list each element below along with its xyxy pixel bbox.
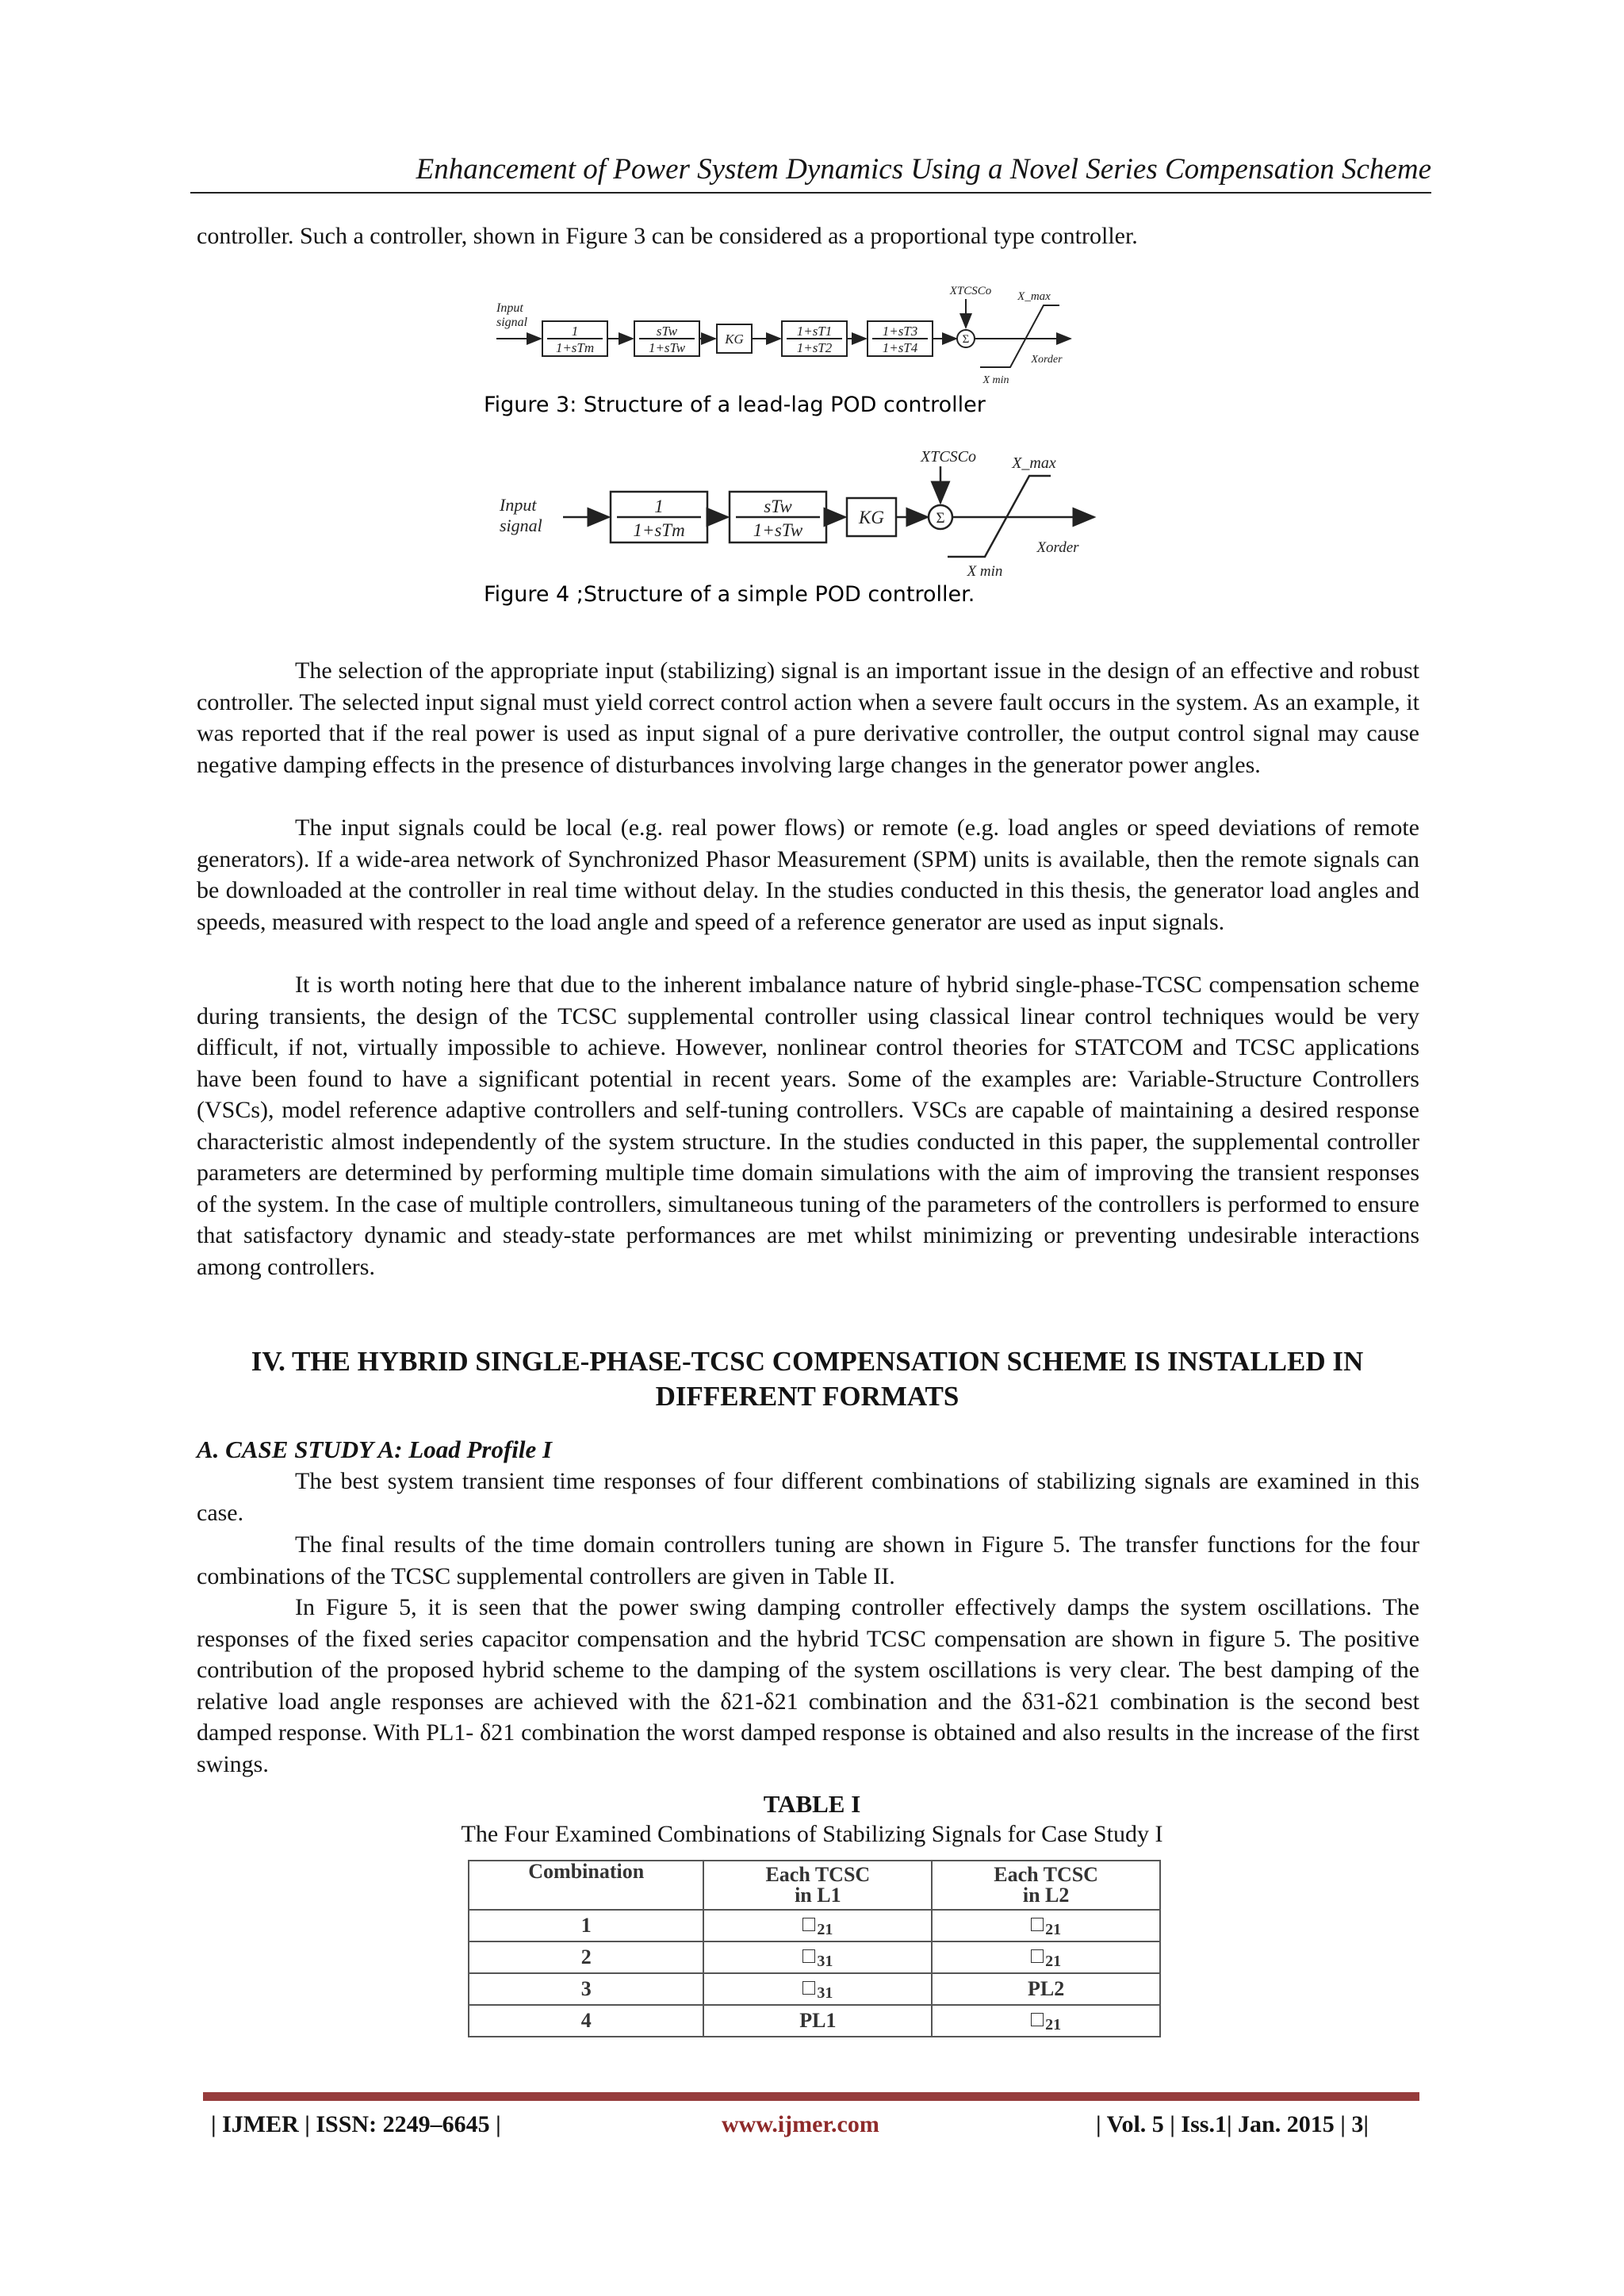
header-divider <box>190 192 1431 194</box>
fig4-sum-icon: Σ <box>936 510 945 527</box>
fig3-block3-num: 1+sT1 <box>796 324 833 339</box>
table-cell: 1 <box>469 1910 703 1941</box>
section-heading-line-2: DIFFERENT FORMATS <box>655 1381 959 1412</box>
table-cell: 21 <box>932 1910 1160 1941</box>
table-row <box>469 1973 1160 2005</box>
fig3-block1-den: 1+sTm <box>555 340 595 355</box>
table-caption: The Four Examined Combinations of Stabilizing Signals for Case Study I <box>461 1821 1163 1847</box>
fig4-xmax: X_max <box>1012 454 1056 472</box>
section-heading <box>181 1344 1434 1414</box>
fig4-input-label-1: Input <box>500 495 537 515</box>
section-heading-line-1: IV. THE HYBRID SINGLE-PHASE-TCSC COMPENSATION SCHEME IS INSTALLED IN <box>251 1346 1364 1377</box>
fig3-xmin: X min <box>982 374 1009 386</box>
figure-4-caption: Figure 4 ;Structure of a simple POD controller. <box>484 582 975 607</box>
fig3-block1-num: 1 <box>571 324 579 339</box>
fig3-block2-num: sTw <box>656 324 678 339</box>
fig4-input-label-2: signal <box>500 516 542 535</box>
intro-line: controller. Such a controller, shown in Figure 3 can be considered as a proportional type controller. <box>197 223 1138 249</box>
header-tcsc-l1-line2: in L1 <box>795 1884 841 1907</box>
header-tcsc-l2-line1: Each TCSC <box>994 1863 1098 1886</box>
table-cell: 31 <box>703 1941 932 1973</box>
missing-glyph-icon <box>1031 1918 1044 1931</box>
missing-glyph-icon <box>1031 2013 1044 2026</box>
fig3-block3-den: 1+sT2 <box>796 340 833 355</box>
footer-volume-page: | Vol. 5 | Iss.1| Jan. 2015 | 3| <box>1096 2111 1369 2137</box>
table-cell: 21 <box>703 1910 932 1941</box>
running-header: Enhancement of Power System Dynamics Using a Novel Series Compensation Scheme <box>416 153 1431 186</box>
header-combination: Combination <box>469 1861 703 1910</box>
header-tcsc-l1-line1: Each TCSC <box>765 1863 871 1886</box>
figure-3-caption: Figure 3: Structure of a lead-lag POD controller <box>484 393 986 417</box>
paragraph-input-signal-selection: The selection of the appropriate input (stabilizing) signal is an important issue in the design of an effective and robust controller. The selected input signal must yield correct control action when a severe fault occurs in the system. As an example, it was reported that if the real power is used as input signal of a pure derivative controller, the output control signal may cause negative damping effects in the presence of disturbances involving large changes in the generator power angles. <box>197 657 1419 778</box>
table-row <box>469 2005 1160 2037</box>
missing-glyph-icon <box>802 1918 815 1931</box>
fig3-block2-den: 1+sTw <box>648 340 686 355</box>
table-row <box>469 1910 1160 1941</box>
missing-glyph-icon <box>802 1949 815 1963</box>
table-cell: 4 <box>469 2005 703 2037</box>
table-title: TABLE I <box>763 1790 861 1818</box>
fig3-gain: KG <box>725 332 744 347</box>
combinations-table <box>468 1860 1161 2037</box>
paragraph-case-intro: The best system transient time responses of four different combinations of stabilizing signals are examined in this case. <box>197 1468 1419 1526</box>
fig4-xtcsco: XTCSCo <box>920 448 977 466</box>
footer-website-link[interactable]: www.ijmer.com <box>722 2111 879 2137</box>
fig3-input-label-2: signal <box>496 316 528 329</box>
fig3-xorder: Xorder <box>1031 354 1063 366</box>
fig3-block4-num: 1+sT3 <box>882 324 918 339</box>
paragraph-tuning-results: The final results of the time domain controllers tuning are shown in Figure 5. The transfer functions for the four combinations of the TCSC supplemental controllers are given in Table II. <box>197 1531 1419 1589</box>
table-cell: PL2 <box>932 1973 1160 2005</box>
header-tcsc-l1 <box>703 1861 932 1910</box>
fig4-gain: KG <box>859 508 884 527</box>
missing-glyph-icon <box>802 1981 815 1995</box>
fig3-sum-icon: Σ <box>962 333 970 346</box>
paragraph-local-remote-signals: The input signals could be local (e.g. real power flows) or remote (e.g. load angles or speed deviations of remote generators). If a wide-area network of Synchronized Phasor Measurement (SPM) units is available, then the remote signals can be downloaded at the controller in real time without delay. In the studies conducted in this thesis, the generator load angles and speeds, measured with respect to the load angle and speed of a reference generator are used as input signals. <box>197 815 1419 935</box>
table-cell: PL1 <box>703 2005 932 2037</box>
fig3-input-label-1: Input <box>496 301 523 315</box>
table-cell: 3 <box>469 1973 703 2005</box>
table-row <box>469 1941 1160 1973</box>
paragraph-nonlinear-control: It is worth noting here that due to the inherent imbalance nature of hybrid single-phase-TCSC compensation scheme during transients, the design of the TCSC supplemental controller using classical linear control techniques would be very difficult, if not, virtually impossible to achieve. However, nonlinear control theories for STATCOM and TCSC applications have been found to have a significant potential in recent years. Some of the examples are: Variable-Structure Controllers (VSCs), model reference adaptive controllers and self-tuning controllers. VSCs are capable of maintaining a desired response characteristic almost independently of the system structure. In the studies conducted in this paper, the supplemental controller parameters are determined by performing multiple time domain simulations with the aim of improving the transient responses of the system. In the case of multiple controllers, simultaneous tuning of the parameters of the controllers is performed to ensure that satisfactory dynamic and steady-state performances are met whilst minimizing or preventing undesirable interactions among controllers. <box>197 972 1419 1280</box>
paragraph-damping-results: In Figure 5, it is seen that the power swing damping controller effectively damps the system oscillations. The responses of the fixed series capacitor compensation and the hybrid TCSC compensation are shown in figure 5. The positive contribution of the proposed hybrid scheme to the damping of the system oscillations is very clear. The best damping of the relative load angle responses are achieved with the δ21-δ21 combination and the δ31-δ21 combination is the second best damped response. With PL1- δ21 combination the worst damped response is obtained and also results in the increase of the first swings. <box>197 1594 1419 1777</box>
footer-divider <box>203 2092 1419 2101</box>
fig4-xorder: Xorder <box>1036 539 1079 556</box>
fig4-block1-den: 1+sTm <box>633 520 685 540</box>
figure-4-diagram <box>484 444 1102 615</box>
header-tcsc-l2 <box>932 1861 1160 1910</box>
footer-journal: | IJMER | ISSN: 2249–6645 | <box>211 2111 501 2137</box>
table-cell: 31 <box>703 1973 932 2005</box>
missing-glyph-icon <box>1031 1949 1044 1963</box>
fig3-block4-den: 1+sT4 <box>882 340 918 355</box>
fig4-block2-den: 1+sTw <box>753 520 803 540</box>
table-header-row <box>469 1861 1160 1910</box>
table-cell: 2 <box>469 1941 703 1973</box>
fig3-xmax: X_max <box>1017 290 1051 303</box>
table-cell: 21 <box>932 1941 1160 1973</box>
fig4-block1-num: 1 <box>654 496 664 516</box>
header-tcsc-l2-line2: in L2 <box>1022 1884 1070 1907</box>
table-cell: 21 <box>932 2005 1160 2037</box>
case-study-subheading: A. CASE STUDY A: Load Profile I <box>197 1435 553 1463</box>
fig4-block2-num: sTw <box>764 496 792 516</box>
figure-3-diagram <box>484 282 1086 424</box>
fig3-xtcsco: XTCSCo <box>949 285 992 297</box>
fig4-xmin: X min <box>967 563 1003 580</box>
